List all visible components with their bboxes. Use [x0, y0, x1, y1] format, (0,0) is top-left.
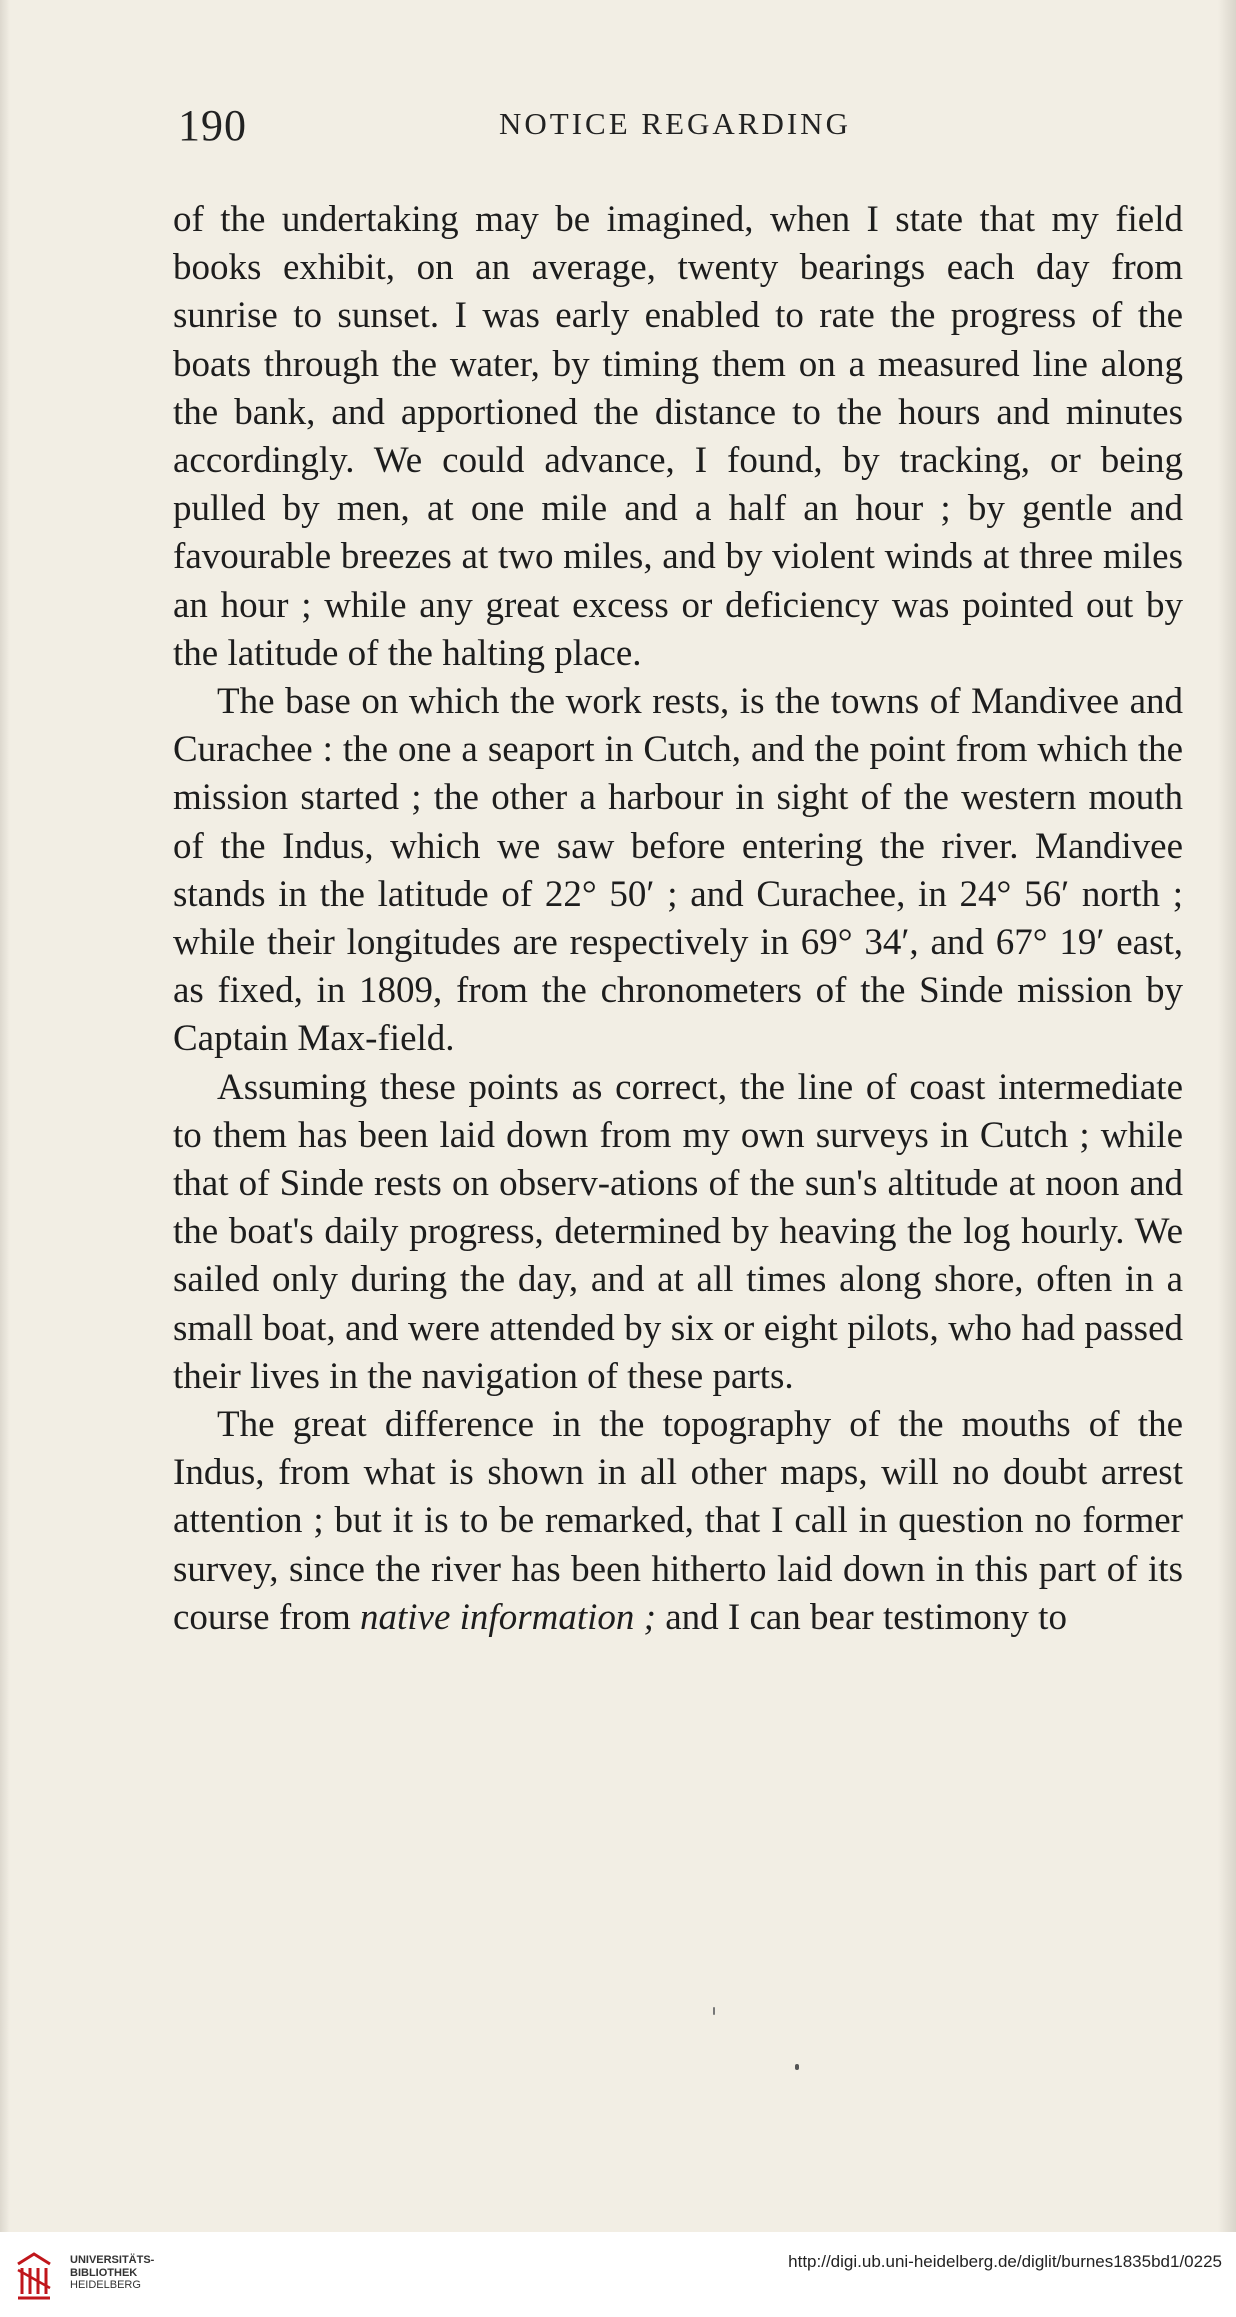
paragraph	[173, 1401, 1183, 1642]
running-title: NOTICE REGARDING	[499, 106, 851, 141]
page-number: 190	[178, 101, 247, 150]
library-line-1: UNIVERSITÄTS-	[70, 2254, 155, 2266]
paragraph: Assuming these points as correct, the line of coast intermediate to them has been laid down from my own surveys in Cutch ; while that of Sinde rests on observ-ations of the sun's altitude at noon and the boat's daily progress, determined by heaving the log hourly. We sailed only during the day, and at all times along shore, often in a small boat, and were attended by six or eight pilots, who had passed their lives in the navigation of these parts.	[173, 1066, 1183, 1397]
footer-bar	[0, 2232, 1236, 2317]
paragraph-text: The great difference in the topography of the mouths of the Indus, from what is shown in all other maps, will no doubt arrest attention ; but it is to be remarked, that I call in question no former survey, since the river has been hitherto laid down in this part of its course from	[173, 1404, 1183, 1638]
ink-speck	[713, 2007, 715, 2015]
running-head	[170, 100, 1180, 160]
library-name	[70, 2254, 154, 2292]
page-gutter-shadow	[1218, 0, 1236, 2232]
ink-speck	[795, 2064, 799, 2070]
library-line-2: BIBLIOTHEK	[70, 2266, 138, 2279]
body-text	[173, 196, 1183, 1642]
italic-phrase: native information ;	[360, 1596, 656, 1638]
page-left-edge	[0, 0, 10, 2232]
source-url-link[interactable]: http://digi.ub.uni-heidelberg.de/diglit/burnes1835bd1/0225	[788, 2252, 1222, 2271]
paragraph: The base on which the work rests, is the towns of Mandivee and Curachee : the one a seaport in Cutch, and the point from which the mission started ; the other a harbour in sight of the western mouth of the Indus, which we saw before entering the river. Mandivee stands in the latitude of 22° 50′ ; and Curachee, in 24° 56′ north ; while their longitudes are respectively in 69° 34′, and 67° 19′ east, as fixed, in 1809, from the chronometers of the Sinde mission by Captain Max-field.	[173, 681, 1183, 1060]
paragraph: of the undertaking may be imagined, when I state that my field books exhibit, on an average, twenty bearings each day from sunrise to sunset. I was early enabled to rate the progress of the boats through the water, by timing them on a measured line along the bank, and apportioned the distance to the hours and minutes accordingly. We could advance, I found, by tracking, or being pulled by men, at one mile and a half an hour ; by gentle and favourable breezes at two miles, and by violent winds at three miles an hour ; while any great excess or deficiency was pointed out by the latitude of the halting place.	[173, 199, 1183, 674]
library-line-3: HEIDELBERG	[70, 2279, 141, 2291]
ub-heidelberg-logo-icon	[12, 2248, 56, 2304]
paragraph-text: and I can bear testimony to	[665, 1596, 1067, 1638]
